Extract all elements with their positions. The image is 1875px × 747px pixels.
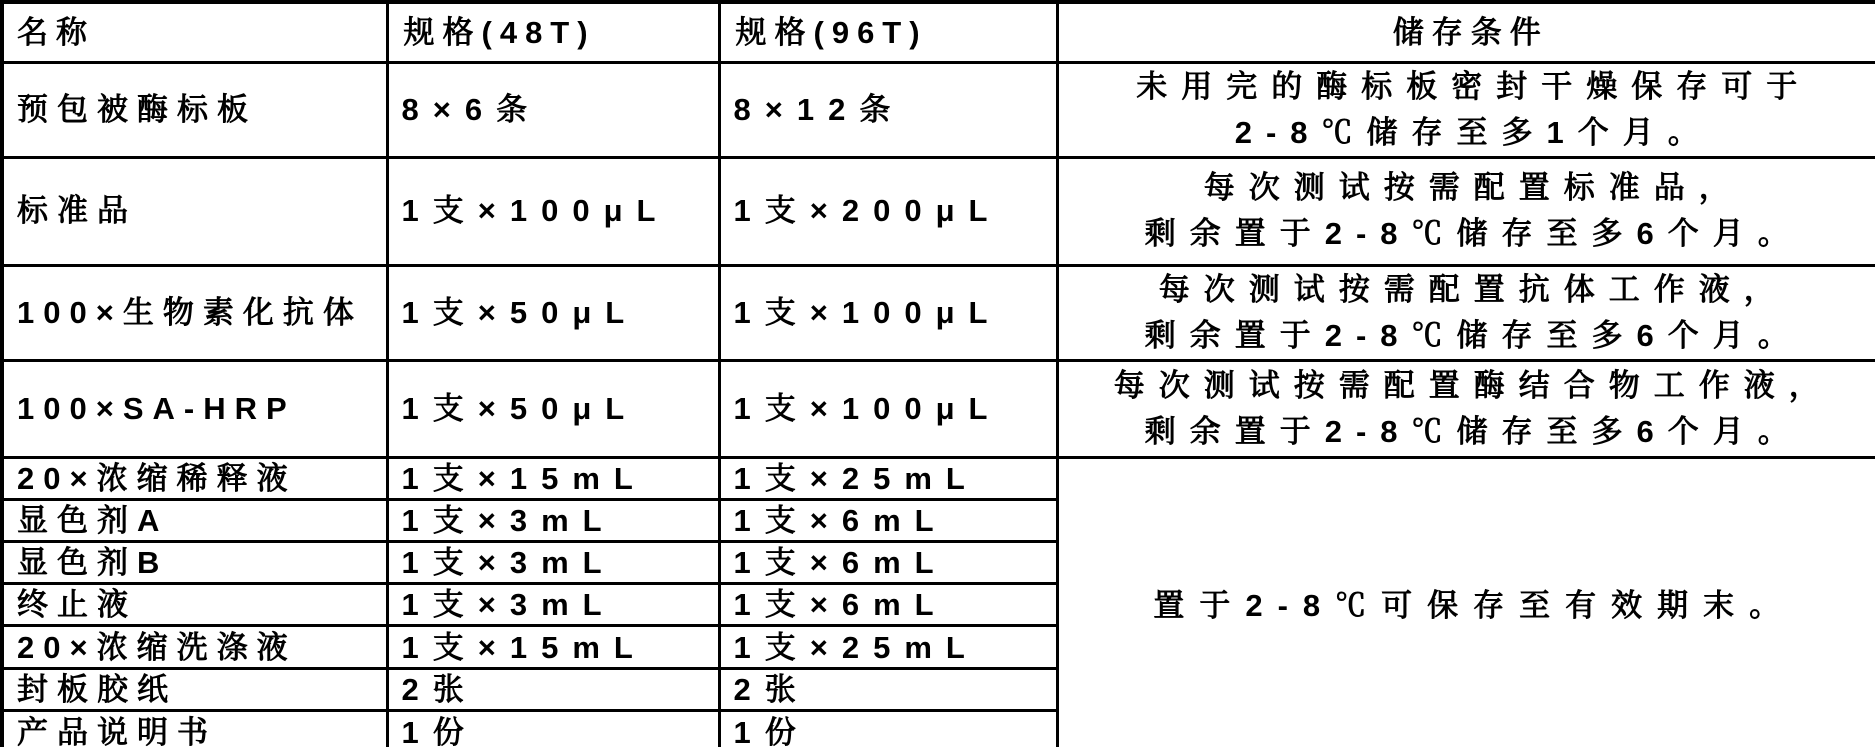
component-name: 封板胶纸 bbox=[2, 669, 387, 711]
spec-48t: 1支×15mL bbox=[387, 457, 719, 499]
component-name: 20×浓缩洗涤液 bbox=[2, 626, 387, 669]
storage-condition bbox=[1057, 157, 1875, 265]
header-storage-condition: 储存条件 bbox=[1057, 2, 1875, 62]
spec-48t: 1份 bbox=[387, 711, 719, 747]
spec-48t: 1支×3mL bbox=[387, 584, 719, 626]
component-name: 显色剂B bbox=[2, 541, 387, 583]
spec-48t: 1支×50μL bbox=[387, 360, 719, 457]
header-row bbox=[2, 2, 1875, 62]
row-concentrated-diluent bbox=[2, 457, 1875, 499]
header-name: 名称 bbox=[2, 2, 387, 62]
component-name: 100×SA-HRP bbox=[2, 360, 387, 457]
spec-48t: 1支×50μL bbox=[387, 265, 719, 360]
storage-line-1: 每次测试按需配置酶结合物工作液， bbox=[1113, 367, 1834, 403]
storage-line-2: 2-8℃储存至多1个月。 bbox=[1234, 114, 1713, 150]
storage-condition bbox=[1057, 360, 1875, 457]
spec-96t: 1支×6mL bbox=[719, 541, 1057, 583]
storage-condition-merged: 置于2-8℃可保存至有效期末。 bbox=[1057, 457, 1875, 747]
row-sa-hrp bbox=[2, 360, 1875, 457]
spec-96t: 2张 bbox=[719, 669, 1057, 711]
spec-96t: 1支×100μL bbox=[719, 360, 1057, 457]
spec-48t: 1支×3mL bbox=[387, 541, 719, 583]
header-spec-48t: 规格(48T) bbox=[387, 2, 719, 62]
spec-96t: 1支×25mL bbox=[719, 457, 1057, 499]
spec-48t: 1支×100μL bbox=[387, 157, 719, 265]
storage-line-1: 未用完的酶标板密封干燥保存可于 bbox=[1136, 68, 1812, 104]
spec-96t: 1支×100μL bbox=[719, 265, 1057, 360]
component-name: 20×浓缩稀释液 bbox=[2, 457, 387, 499]
header-spec-96t: 规格(96T) bbox=[719, 2, 1057, 62]
spec-48t: 1支×15mL bbox=[387, 626, 719, 669]
storage-condition bbox=[1057, 265, 1875, 360]
spec-96t: 1份 bbox=[719, 711, 1057, 747]
component-name: 100×生物素化抗体 bbox=[2, 265, 387, 360]
storage-condition bbox=[1057, 62, 1875, 157]
spec-96t: 1支×6mL bbox=[719, 584, 1057, 626]
storage-line-2: 剩余置于2-8℃储存至多6个月。 bbox=[1144, 317, 1803, 353]
row-precoated-plate bbox=[2, 62, 1875, 157]
component-name: 显色剂A bbox=[2, 499, 387, 541]
row-standard bbox=[2, 157, 1875, 265]
component-name: 终止液 bbox=[2, 584, 387, 626]
spec-48t: 2张 bbox=[387, 669, 719, 711]
storage-line-1: 每次测试按需配置标准品， bbox=[1203, 170, 1744, 205]
spec-96t: 8×12条 bbox=[719, 62, 1057, 157]
component-name: 产品说明书 bbox=[2, 711, 387, 747]
spec-48t: 8×6条 bbox=[387, 62, 719, 157]
row-biotinylated-antibody bbox=[2, 265, 1875, 360]
storage-line-2: 剩余置于2-8℃储存至多6个月。 bbox=[1144, 413, 1803, 449]
spec-96t: 1支×6mL bbox=[719, 499, 1057, 541]
spec-96t: 1支×200μL bbox=[719, 157, 1057, 265]
component-name: 标准品 bbox=[2, 157, 387, 265]
storage-line-2: 剩余置于2-8℃储存至多6个月。 bbox=[1144, 216, 1803, 251]
storage-line-1: 每次测试按需配置抗体工作液， bbox=[1158, 271, 1789, 307]
spec-96t: 1支×25mL bbox=[719, 626, 1057, 669]
spec-48t: 1支×3mL bbox=[387, 499, 719, 541]
component-name: 预包被酶标板 bbox=[2, 62, 387, 157]
